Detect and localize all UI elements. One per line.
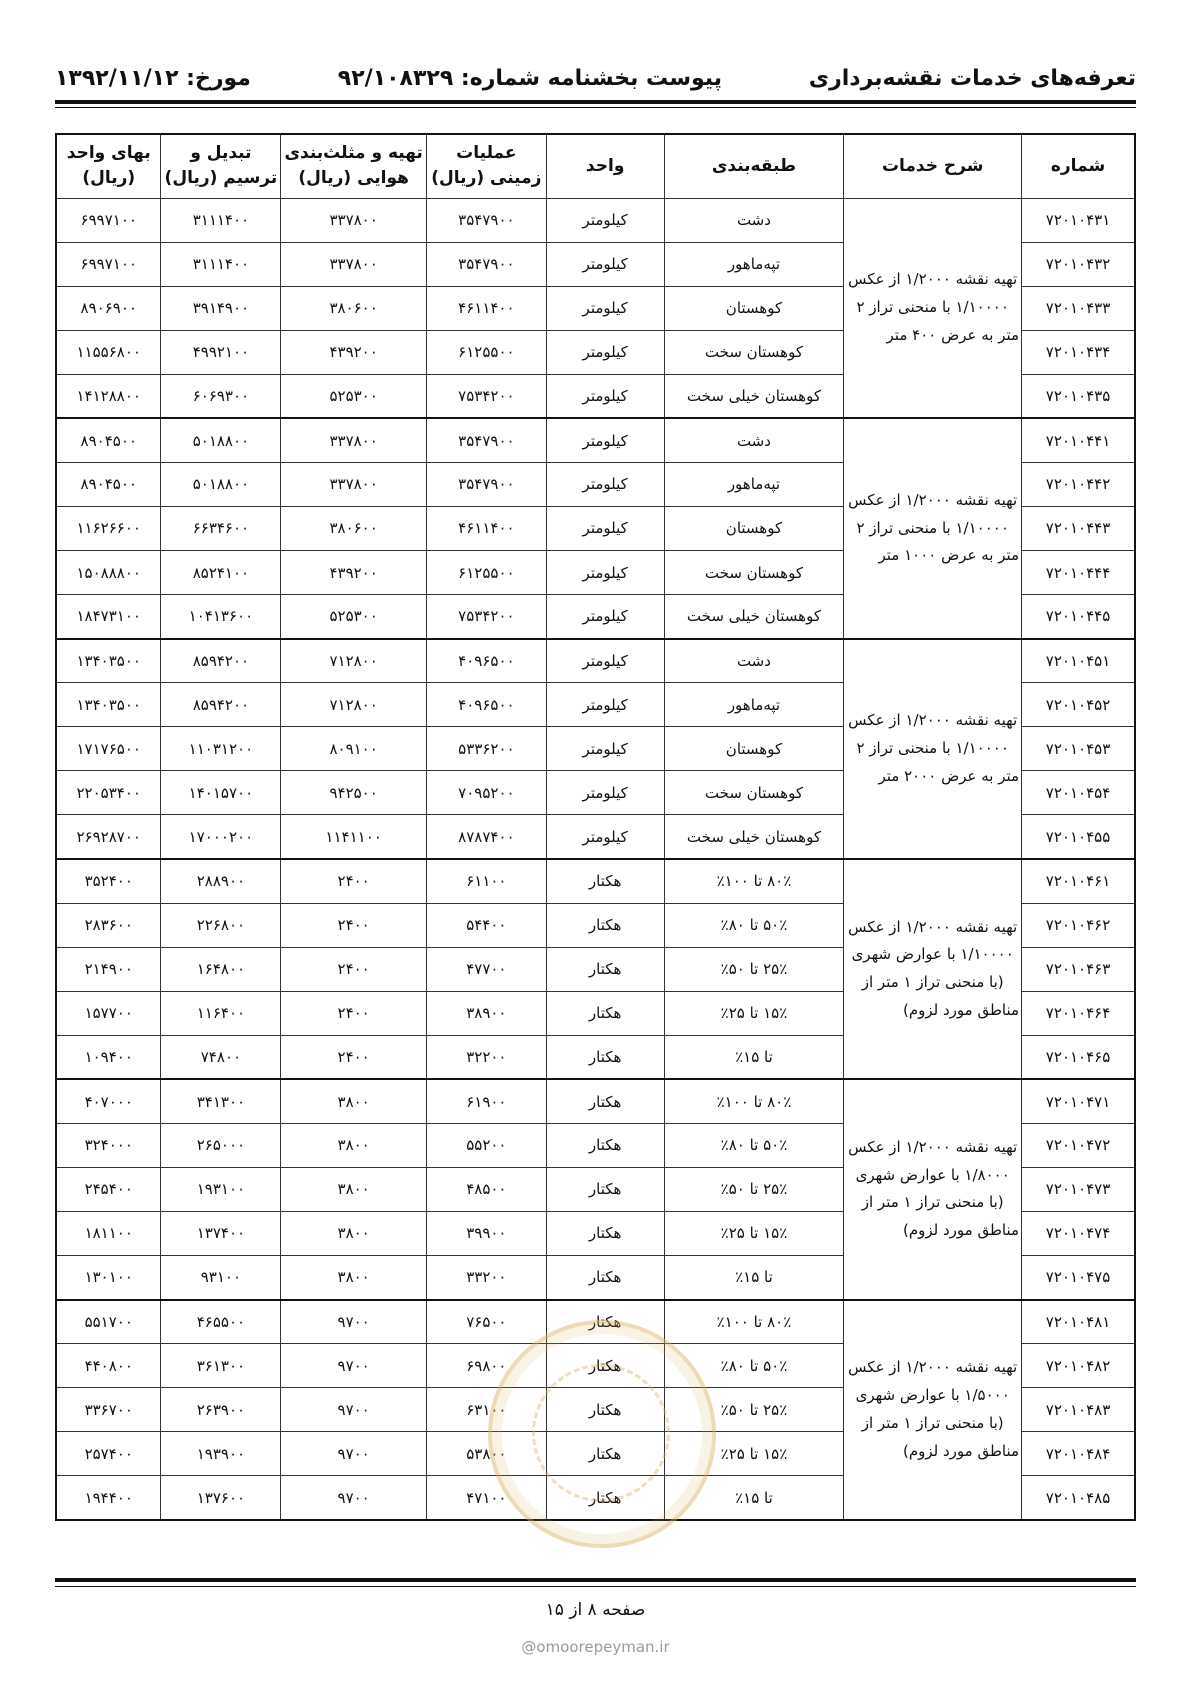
category-cell: کوهستان سخت [664, 771, 844, 815]
conversion-cell: ۸۵۹۴۲۰۰ [161, 639, 281, 683]
price-cell: ۵۵۱۷۰۰ [56, 1300, 161, 1344]
category-cell: تپه‌ماهور [664, 242, 844, 286]
ground-cell: ۸۷۸۷۴۰۰ [426, 815, 546, 859]
unit-cell: هکتار [546, 1256, 664, 1300]
header-rule-thin [55, 107, 1136, 108]
price-cell: ۱۱۵۵۶۸۰۰ [56, 330, 161, 374]
conversion-cell: ۱۳۷۴۰۰ [161, 1211, 281, 1255]
code-cell: ۷۲۰۱۰۴۶۳ [1022, 947, 1135, 991]
footer-rule-thin [55, 1586, 1136, 1587]
code-cell: ۷۲۰۱۰۴۸۲ [1022, 1344, 1135, 1388]
unit-cell: کیلومتر [546, 771, 664, 815]
aerial-cell: ۳۸۰۶۰۰ [281, 286, 427, 330]
aerial-cell: ۱۱۴۱۱۰۰ [281, 815, 427, 859]
unit-cell: هکتار [546, 947, 664, 991]
unit-cell: هکتار [546, 903, 664, 947]
unit-cell: هکتار [546, 991, 664, 1035]
conversion-cell: ۴۶۵۵۰۰ [161, 1300, 281, 1344]
price-cell: ۱۳۴۰۳۵۰۰ [56, 683, 161, 727]
category-cell: کوهستان [664, 286, 844, 330]
page-number: صفحه ۸ از ۱۵ [545, 1600, 646, 1620]
price-cell: ۱۵۷۷۰۰ [56, 991, 161, 1035]
aerial-cell: ۳۳۷۸۰۰ [281, 418, 427, 462]
conversion-cell: ۸۵۹۴۲۰۰ [161, 683, 281, 727]
price-cell: ۳۳۶۷۰۰ [56, 1388, 161, 1432]
aerial-cell: ۲۴۰۰ [281, 1035, 427, 1079]
ground-cell: ۷۵۳۴۲۰۰ [426, 595, 546, 639]
ground-cell: ۶۱۲۵۵۰۰ [426, 551, 546, 595]
category-cell: تا ۱۵٪ [664, 1035, 844, 1079]
price-cell: ۱۳۴۰۳۵۰۰ [56, 639, 161, 683]
price-cell: ۲۱۴۹۰۰ [56, 947, 161, 991]
unit-cell: کیلومتر [546, 551, 664, 595]
unit-cell: هکتار [546, 1167, 664, 1211]
aerial-cell: ۹۷۰۰ [281, 1388, 427, 1432]
price-cell: ۶۹۹۷۱۰۰ [56, 198, 161, 242]
conversion-cell: ۲۲۶۸۰۰ [161, 903, 281, 947]
code-cell: ۷۲۰۱۰۴۵۲ [1022, 683, 1135, 727]
aerial-cell: ۹۷۰۰ [281, 1300, 427, 1344]
code-cell: ۷۲۰۱۰۴۸۱ [1022, 1300, 1135, 1344]
category-cell: ۵۰٪ تا ۸۰٪ [664, 903, 844, 947]
header-rule [55, 100, 1136, 104]
code-cell: ۷۲۰۱۰۴۸۴ [1022, 1432, 1135, 1476]
price-cell: ۲۵۷۴۰۰ [56, 1432, 161, 1476]
category-cell: دشت [664, 198, 844, 242]
unit-cell: هکتار [546, 1035, 664, 1079]
category-cell: ۸۰٪ تا ۱۰۰٪ [664, 1300, 844, 1344]
aerial-cell: ۳۸۰۰ [281, 1079, 427, 1123]
code-cell: ۷۲۰۱۰۴۳۱ [1022, 198, 1135, 242]
price-cell: ۲۶۹۲۸۷۰۰ [56, 815, 161, 859]
price-cell: ۱۵۰۸۸۸۰۰ [56, 551, 161, 595]
price-cell: ۳۲۴۰۰۰ [56, 1123, 161, 1167]
ground-cell: ۶۱۲۵۵۰۰ [426, 330, 546, 374]
ground-cell: ۳۲۲۰۰ [426, 1035, 546, 1079]
header-aerial: تهیه و مثلث‌بندی هوایی (ریال) [281, 134, 427, 198]
description-cell: تهیه نقشه ۱/۲۰۰۰ از عکس ۱/۱۰۰۰۰ با عوارض شهری (با منحنی تراز ۱ متر از مناطق مورد لزوم) [844, 859, 1022, 1079]
price-cell: ۱۸۱۱۰۰ [56, 1211, 161, 1255]
header-description: شرح خدمات [844, 134, 1022, 198]
category-cell: ۸۰٪ تا ۱۰۰٪ [664, 859, 844, 903]
category-cell: کوهستان سخت [664, 330, 844, 374]
aerial-cell: ۷۱۲۸۰۰ [281, 639, 427, 683]
conversion-cell: ۳۱۱۱۴۰۰ [161, 242, 281, 286]
unit-cell: کیلومتر [546, 286, 664, 330]
header-unit: واحد [546, 134, 664, 198]
price-cell: ۱۸۴۷۳۱۰۰ [56, 595, 161, 639]
ground-cell: ۵۴۴۰۰ [426, 903, 546, 947]
description-cell: تهیه نقشه ۱/۲۰۰۰ از عکس ۱/۱۰۰۰۰ با منحنی تراز ۲ متر به عرض ۱۰۰۰ متر [844, 418, 1022, 638]
ground-cell: ۴۰۹۶۵۰۰ [426, 639, 546, 683]
table-row [56, 1300, 1135, 1344]
code-cell: ۷۲۰۱۰۴۴۴ [1022, 551, 1135, 595]
category-cell: ۲۵٪ تا ۵۰٪ [664, 947, 844, 991]
conversion-cell: ۱۴۰۱۵۷۰۰ [161, 771, 281, 815]
tariff-table [55, 133, 1136, 1521]
ground-cell: ۶۹۸۰۰ [426, 1344, 546, 1388]
header-conversion: تبدیل و ترسیم (ریال) [161, 134, 281, 198]
ground-cell: ۳۵۴۷۹۰۰ [426, 198, 546, 242]
conversion-cell: ۹۳۱۰۰ [161, 1256, 281, 1300]
unit-cell: هکتار [546, 1476, 664, 1520]
category-cell: تا ۱۵٪ [664, 1256, 844, 1300]
ground-cell: ۶۳۱۰۰ [426, 1388, 546, 1432]
aerial-cell: ۵۲۵۳۰۰ [281, 374, 427, 418]
ground-cell: ۴۶۱۱۴۰۰ [426, 286, 546, 330]
code-cell: ۷۲۰۱۰۴۵۵ [1022, 815, 1135, 859]
ground-cell: ۳۸۹۰۰ [426, 991, 546, 1035]
ground-cell: ۷۵۳۴۲۰۰ [426, 374, 546, 418]
code-cell: ۷۲۰۱۰۴۴۳ [1022, 506, 1135, 550]
code-cell: ۷۲۰۱۰۴۵۱ [1022, 639, 1135, 683]
unit-cell: کیلومتر [546, 462, 664, 506]
code-cell: ۷۲۰۱۰۴۳۲ [1022, 242, 1135, 286]
unit-cell: کیلومتر [546, 330, 664, 374]
unit-cell: کیلومتر [546, 595, 664, 639]
aerial-cell: ۷۱۲۸۰۰ [281, 683, 427, 727]
table-row [56, 859, 1135, 903]
aerial-cell: ۴۳۹۲۰۰ [281, 330, 427, 374]
ground-cell: ۴۶۱۱۴۰۰ [426, 506, 546, 550]
aerial-cell: ۳۳۷۸۰۰ [281, 242, 427, 286]
code-cell: ۷۲۰۱۰۴۳۵ [1022, 374, 1135, 418]
aerial-cell: ۳۳۷۸۰۰ [281, 198, 427, 242]
code-cell: ۷۲۰۱۰۴۳۳ [1022, 286, 1135, 330]
ground-cell: ۴۰۹۶۵۰۰ [426, 683, 546, 727]
ground-cell: ۴۸۵۰۰ [426, 1167, 546, 1211]
ground-cell: ۳۵۴۷۹۰۰ [426, 462, 546, 506]
conversion-cell: ۱۹۳۱۰۰ [161, 1167, 281, 1211]
price-cell: ۱۰۹۴۰۰ [56, 1035, 161, 1079]
aerial-cell: ۲۴۰۰ [281, 859, 427, 903]
circular-number: پیوست بخشنامه شماره: ۹۲/۱۰۸۳۲۹ [337, 65, 723, 91]
conversion-cell: ۱۱۶۴۰۰ [161, 991, 281, 1035]
code-cell: ۷۲۰۱۰۴۴۱ [1022, 418, 1135, 462]
category-cell: کوهستان خیلی سخت [664, 595, 844, 639]
category-cell: ۱۵٪ تا ۲۵٪ [664, 1432, 844, 1476]
conversion-cell: ۶۶۳۴۶۰۰ [161, 506, 281, 550]
aerial-cell: ۳۸۰۰ [281, 1123, 427, 1167]
aerial-cell: ۵۲۵۳۰۰ [281, 595, 427, 639]
aerial-cell: ۳۸۰۶۰۰ [281, 506, 427, 550]
table-row [56, 418, 1135, 462]
conversion-cell: ۵۰۱۸۸۰۰ [161, 418, 281, 462]
price-cell: ۸۹۰۴۵۰۰ [56, 418, 161, 462]
code-cell: ۷۲۰۱۰۴۷۱ [1022, 1079, 1135, 1123]
ground-cell: ۳۵۴۷۹۰۰ [426, 418, 546, 462]
code-cell: ۷۲۰۱۰۴۴۵ [1022, 595, 1135, 639]
conversion-cell: ۱۷۰۰۰۲۰۰ [161, 815, 281, 859]
conversion-cell: ۶۰۶۹۳۰۰ [161, 374, 281, 418]
unit-cell: هکتار [546, 1388, 664, 1432]
aerial-cell: ۳۸۰۰ [281, 1167, 427, 1211]
category-cell: دشت [664, 639, 844, 683]
category-cell: ۸۰٪ تا ۱۰۰٪ [664, 1079, 844, 1123]
unit-cell: هکتار [546, 1079, 664, 1123]
category-cell: ۲۵٪ تا ۵۰٪ [664, 1167, 844, 1211]
ground-cell: ۵۵۲۰۰ [426, 1123, 546, 1167]
ground-cell: ۶۱۹۰۰ [426, 1079, 546, 1123]
price-cell: ۲۸۳۶۰۰ [56, 903, 161, 947]
unit-cell: هکتار [546, 1300, 664, 1344]
code-cell: ۷۲۰۱۰۴۶۱ [1022, 859, 1135, 903]
category-cell: ۵۰٪ تا ۸۰٪ [664, 1344, 844, 1388]
aerial-cell: ۳۳۷۸۰۰ [281, 462, 427, 506]
watermark-text: @omoorepeyman.ir [521, 1638, 670, 1656]
document-title: تعرفه‌های خدمات نقشه‌برداری [808, 65, 1136, 91]
table-header-row [56, 134, 1135, 198]
header-ground: عملیات زمینی (ریال) [426, 134, 546, 198]
price-cell: ۲۴۵۴۰۰ [56, 1167, 161, 1211]
ground-cell: ۳۳۲۰۰ [426, 1256, 546, 1300]
ground-cell: ۴۷۷۰۰ [426, 947, 546, 991]
ground-cell: ۷۰۹۵۲۰۰ [426, 771, 546, 815]
category-cell: کوهستان سخت [664, 551, 844, 595]
price-cell: ۲۲۰۵۳۴۰۰ [56, 771, 161, 815]
ground-cell: ۳۵۴۷۹۰۰ [426, 242, 546, 286]
ground-cell: ۳۹۹۰۰ [426, 1211, 546, 1255]
conversion-cell: ۱۱۰۳۱۲۰۰ [161, 727, 281, 771]
code-cell: ۷۲۰۱۰۴۷۲ [1022, 1123, 1135, 1167]
unit-cell: هکتار [546, 859, 664, 903]
category-cell: کوهستان [664, 727, 844, 771]
description-cell: تهیه نقشه ۱/۲۰۰۰ از عکس ۱/۵۰۰۰ با عوارض شهری (با منحنی تراز ۱ متر از مناطق مورد لزوم) [844, 1300, 1022, 1520]
ground-cell: ۵۳۸۰۰ [426, 1432, 546, 1476]
code-cell: ۷۲۰۱۰۴۷۵ [1022, 1256, 1135, 1300]
conversion-cell: ۲۶۵۰۰۰ [161, 1123, 281, 1167]
category-cell: ۱۵٪ تا ۲۵٪ [664, 991, 844, 1035]
unit-cell: کیلومتر [546, 727, 664, 771]
conversion-cell: ۵۰۱۸۸۰۰ [161, 462, 281, 506]
conversion-cell: ۸۵۲۴۱۰۰ [161, 551, 281, 595]
category-cell: کوهستان خیلی سخت [664, 815, 844, 859]
conversion-cell: ۱۳۷۶۰۰ [161, 1476, 281, 1520]
unit-cell: هکتار [546, 1211, 664, 1255]
unit-cell: هکتار [546, 1344, 664, 1388]
aerial-cell: ۳۸۰۰ [281, 1256, 427, 1300]
aerial-cell: ۲۴۰۰ [281, 991, 427, 1035]
unit-cell: هکتار [546, 1123, 664, 1167]
conversion-cell: ۳۹۱۴۹۰۰ [161, 286, 281, 330]
price-cell: ۱۷۱۷۶۵۰۰ [56, 727, 161, 771]
unit-cell: کیلومتر [546, 506, 664, 550]
price-cell: ۱۱۶۲۶۶۰۰ [56, 506, 161, 550]
aerial-cell: ۴۳۹۲۰۰ [281, 551, 427, 595]
unit-cell: کیلومتر [546, 418, 664, 462]
conversion-cell: ۱۹۳۹۰۰ [161, 1432, 281, 1476]
code-cell: ۷۲۰۱۰۴۷۳ [1022, 1167, 1135, 1211]
price-cell: ۸۹۰۶۹۰۰ [56, 286, 161, 330]
code-cell: ۷۲۰۱۰۴۵۳ [1022, 727, 1135, 771]
code-cell: ۷۲۰۱۰۴۳۴ [1022, 330, 1135, 374]
unit-cell: کیلومتر [546, 374, 664, 418]
category-cell: ۵۰٪ تا ۸۰٪ [664, 1123, 844, 1167]
aerial-cell: ۸۰۹۱۰۰ [281, 727, 427, 771]
unit-cell: کیلومتر [546, 815, 664, 859]
price-cell: ۴۴۰۸۰۰ [56, 1344, 161, 1388]
description-cell: تهیه نقشه ۱/۲۰۰۰ از عکس ۱/۱۰۰۰۰ با منحنی تراز ۲ متر به عرض ۲۰۰۰ متر [844, 639, 1022, 859]
category-cell: ۱۵٪ تا ۲۵٪ [664, 1211, 844, 1255]
category-cell: ۲۵٪ تا ۵۰٪ [664, 1388, 844, 1432]
category-cell: دشت [664, 418, 844, 462]
conversion-cell: ۳۴۱۳۰۰ [161, 1079, 281, 1123]
unit-cell: کیلومتر [546, 639, 664, 683]
category-cell: تپه‌ماهور [664, 683, 844, 727]
header-number: شماره [1022, 134, 1135, 198]
circular-date: مورخ: ۱۳۹۲/۱۱/۱۲ [55, 65, 251, 91]
conversion-cell: ۴۹۹۲۱۰۰ [161, 330, 281, 374]
code-cell: ۷۲۰۱۰۴۸۵ [1022, 1476, 1135, 1520]
code-cell: ۷۲۰۱۰۴۸۳ [1022, 1388, 1135, 1432]
unit-cell: هکتار [546, 1432, 664, 1476]
header-category: طبقه‌بندی [664, 134, 844, 198]
ground-cell: ۴۷۱۰۰ [426, 1476, 546, 1520]
ground-cell: ۷۶۵۰۰ [426, 1300, 546, 1344]
code-cell: ۷۲۰۱۰۴۷۴ [1022, 1211, 1135, 1255]
code-cell: ۷۲۰۱۰۴۵۴ [1022, 771, 1135, 815]
conversion-cell: ۳۱۱۱۴۰۰ [161, 198, 281, 242]
aerial-cell: ۳۸۰۰ [281, 1211, 427, 1255]
code-cell: ۷۲۰۱۰۴۶۵ [1022, 1035, 1135, 1079]
price-cell: ۶۹۹۷۱۰۰ [56, 242, 161, 286]
category-cell: تا ۱۵٪ [664, 1476, 844, 1520]
aerial-cell: ۹۷۰۰ [281, 1432, 427, 1476]
page-header [55, 60, 1136, 96]
price-cell: ۱۴۱۲۸۸۰۰ [56, 374, 161, 418]
code-cell: ۷۲۰۱۰۴۴۲ [1022, 462, 1135, 506]
code-cell: ۷۲۰۱۰۴۶۴ [1022, 991, 1135, 1035]
ground-cell: ۵۳۳۶۲۰۰ [426, 727, 546, 771]
ground-cell: ۶۱۱۰۰ [426, 859, 546, 903]
description-cell: تهیه نقشه ۱/۲۰۰۰ از عکس ۱/۱۰۰۰۰ با منحنی تراز ۲ متر به عرض ۴۰۰ متر [844, 198, 1022, 418]
table-row [56, 1079, 1135, 1123]
price-cell: ۸۹۰۴۵۰۰ [56, 462, 161, 506]
aerial-cell: ۲۴۰۰ [281, 903, 427, 947]
category-cell: کوهستان خیلی سخت [664, 374, 844, 418]
conversion-cell: ۳۶۱۳۰۰ [161, 1344, 281, 1388]
conversion-cell: ۷۴۸۰۰ [161, 1035, 281, 1079]
code-cell: ۷۲۰۱۰۴۶۲ [1022, 903, 1135, 947]
aerial-cell: ۹۷۰۰ [281, 1476, 427, 1520]
unit-cell: کیلومتر [546, 198, 664, 242]
aerial-cell: ۹۷۰۰ [281, 1344, 427, 1388]
unit-cell: کیلومتر [546, 242, 664, 286]
header-price: بهای واحد (ریال) [56, 134, 161, 198]
price-cell: ۱۹۴۴۰۰ [56, 1476, 161, 1520]
price-cell: ۳۵۲۴۰۰ [56, 859, 161, 903]
category-cell: کوهستان [664, 506, 844, 550]
price-cell: ۴۰۷۰۰۰ [56, 1079, 161, 1123]
footer-rule [55, 1578, 1136, 1582]
category-cell: تپه‌ماهور [664, 462, 844, 506]
conversion-cell: ۱۶۴۸۰۰ [161, 947, 281, 991]
price-cell: ۱۳۰۱۰۰ [56, 1256, 161, 1300]
unit-cell: کیلومتر [546, 683, 664, 727]
description-cell: تهیه نقشه ۱/۲۰۰۰ از عکس ۱/۸۰۰۰ با عوارض شهری (با منحنی تراز ۱ متر از مناطق مورد لزوم) [844, 1079, 1022, 1299]
table-row [56, 198, 1135, 242]
conversion-cell: ۲۸۸۹۰۰ [161, 859, 281, 903]
aerial-cell: ۲۴۰۰ [281, 947, 427, 991]
conversion-cell: ۱۰۴۱۳۶۰۰ [161, 595, 281, 639]
aerial-cell: ۹۴۲۵۰۰ [281, 771, 427, 815]
table-body [56, 198, 1135, 1520]
conversion-cell: ۲۶۳۹۰۰ [161, 1388, 281, 1432]
table-row [56, 639, 1135, 683]
